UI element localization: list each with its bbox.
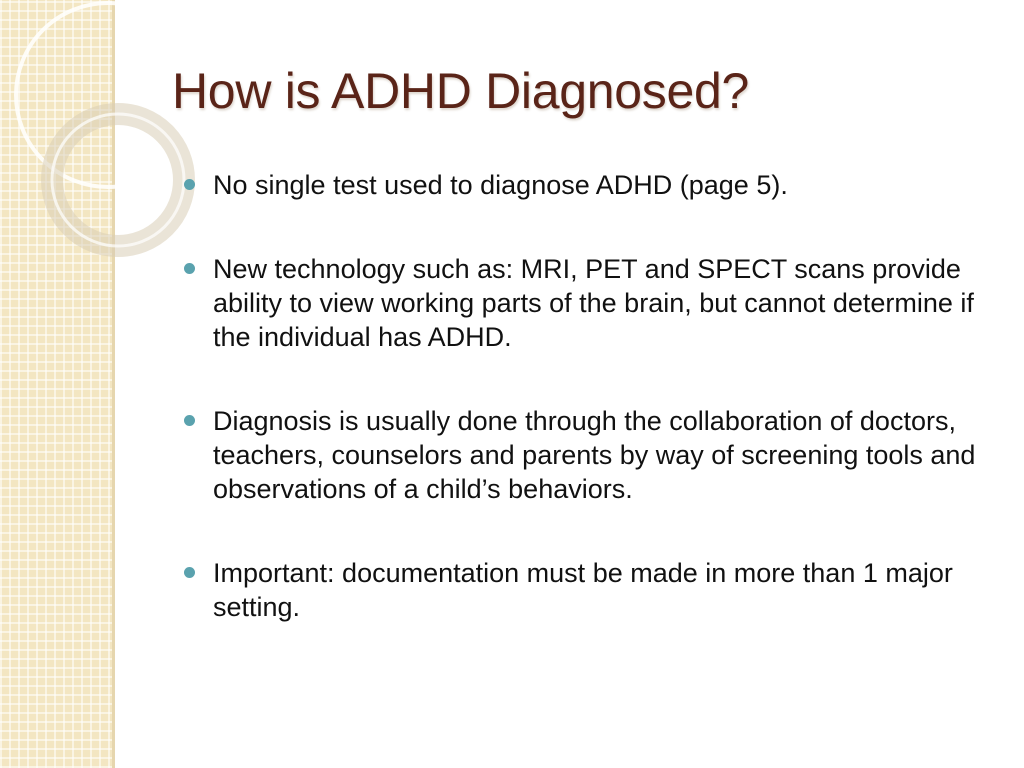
bullet-dot-icon: [184, 263, 195, 274]
bullet-item: [180, 168, 1000, 202]
bullet-text: Important: documentation must be made in more than 1 major setting.: [213, 558, 953, 622]
bullet-item: [180, 252, 1000, 354]
bullet-dot-icon: [184, 415, 195, 426]
bullet-text: New technology such as: MRI, PET and SPECT scans provide ability to view working parts of the brain, but cannot determine if the individual has ADHD.: [213, 254, 974, 352]
bullet-dot-icon: [184, 179, 195, 190]
bullet-dot-icon: [184, 567, 195, 578]
bullet-text: No single test used to diagnose ADHD (page 5).: [213, 170, 788, 200]
bullet-text: Diagnosis is usually done through the collaboration of doctors, teachers, counselors and parents by way of screening tools and observations of a child’s behaviors.: [213, 406, 976, 504]
slide-title: How is ADHD Diagnosed?: [172, 63, 749, 119]
bullet-list: [180, 168, 1000, 624]
bullet-item: [180, 404, 1000, 506]
bullet-item: [180, 556, 1000, 624]
